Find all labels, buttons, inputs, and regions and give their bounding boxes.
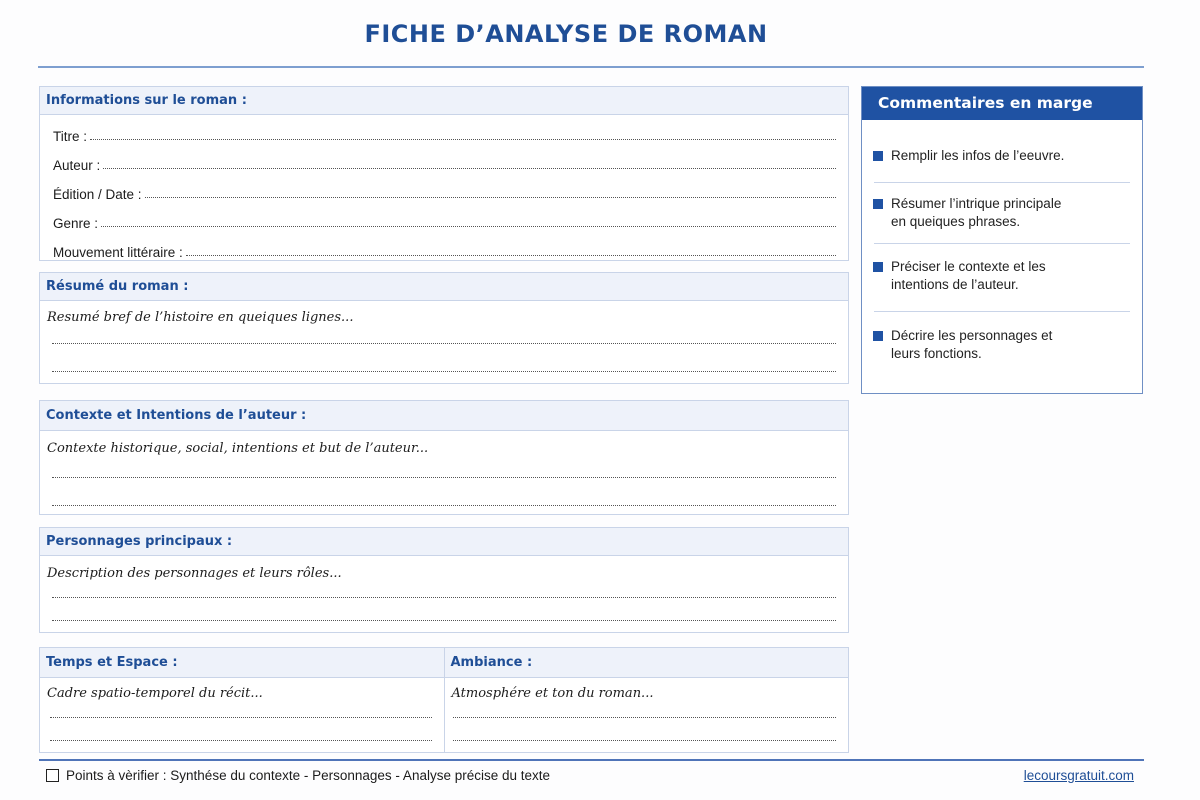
tip-text: Remplir les infos de l’eeuvre.	[891, 148, 1065, 163]
temps-line-1[interactable]	[50, 717, 432, 718]
tip-text: leurs fonctions.	[891, 346, 982, 361]
resume-hint: Resumé bref de l’histoire en queiques lignes...	[47, 310, 354, 325]
personnages-section-header: Personnages principaux :	[40, 528, 848, 556]
checklist-label: Points à vèrifier : Synthése du contexte - Personnages - Analyse précise du texte	[66, 768, 551, 783]
info-section	[39, 86, 849, 261]
square-bullet-icon	[873, 151, 883, 161]
checkbox[interactable]	[46, 769, 59, 782]
field-input-titre[interactable]	[90, 139, 836, 140]
info-section-header: Informations sur le roman :	[40, 87, 848, 115]
margin-comments-title: Commentaires en marge	[862, 87, 1142, 120]
checklist-item[interactable]	[46, 768, 550, 783]
tip-item	[862, 327, 1052, 363]
temps-column	[40, 648, 444, 752]
field-label: Titre :	[53, 129, 88, 144]
contexte-line-2[interactable]	[52, 505, 836, 506]
square-bullet-icon	[873, 331, 883, 341]
tip-text: Décrire les personnages et	[891, 328, 1053, 343]
personnages-hint: Description des personnages et leurs rôles...	[47, 566, 342, 581]
contexte-section	[39, 400, 849, 515]
tip-divider	[874, 311, 1130, 312]
tip-text: intentions de l’auteur.	[891, 277, 1019, 292]
field-label: Auteur :	[53, 158, 101, 173]
personnages-line-1[interactable]	[52, 597, 836, 598]
resume-section-header: Résumé du roman :	[40, 273, 848, 301]
field-label: Genre :	[53, 216, 99, 231]
temps-section-header: Temps et Espace :	[40, 648, 444, 678]
ambiance-section-header: Ambiance :	[445, 648, 849, 678]
tip-item	[862, 258, 1046, 294]
temps-hint: Cadre spatio-temporel du récit...	[47, 686, 263, 701]
page-title: FICHE D’ANALYSE DE ROMAN	[364, 20, 768, 48]
tip-text: en queiques phrases.	[891, 214, 1021, 229]
ambiance-line-2[interactable]	[453, 740, 837, 741]
tip-text: Préciser le contexte et les	[891, 259, 1046, 274]
ambiance-line-1[interactable]	[453, 717, 837, 718]
ambiance-hint: Atmosphére et ton du roman...	[451, 686, 654, 701]
title-divider	[38, 66, 1144, 68]
resume-section	[39, 272, 849, 384]
field-genre[interactable]	[40, 202, 848, 231]
field-input-auteur[interactable]	[103, 168, 836, 169]
tip-divider	[874, 243, 1130, 244]
temps-ambiance-section	[39, 647, 849, 753]
resume-line-2[interactable]	[52, 371, 836, 372]
temps-line-2[interactable]	[50, 740, 432, 741]
margin-comments-panel	[861, 86, 1143, 394]
field-mouvement[interactable]	[40, 231, 848, 260]
site-link[interactable]: lecoursgratuit.com	[1023, 768, 1134, 783]
personnages-line-2[interactable]	[52, 620, 836, 621]
footer-divider	[39, 759, 1144, 761]
contexte-section-header: Contexte et Intentions de l’auteur :	[40, 401, 848, 431]
field-input-genre[interactable]	[101, 226, 836, 227]
field-auteur[interactable]	[40, 144, 848, 173]
field-input-edition-date[interactable]	[145, 197, 836, 198]
square-bullet-icon	[873, 262, 883, 272]
tip-item	[862, 195, 1061, 231]
field-label: Édition / Date :	[53, 187, 142, 202]
personnages-section	[39, 527, 849, 633]
ambiance-column	[444, 648, 849, 752]
tip-text: Résumer l’intrique principale	[891, 196, 1062, 211]
tip-item	[862, 147, 1064, 165]
field-label: Mouvement littéraire :	[53, 245, 183, 260]
field-titre[interactable]	[40, 115, 848, 144]
resume-line-1[interactable]	[52, 343, 836, 344]
field-edition-date[interactable]	[40, 173, 848, 202]
contexte-hint: Contexte historique, social, intentions et but de l’auteur...	[47, 441, 429, 456]
contexte-line-1[interactable]	[52, 477, 836, 478]
tip-divider	[874, 182, 1130, 183]
field-input-mouvement[interactable]	[186, 255, 836, 256]
square-bullet-icon	[873, 199, 883, 209]
